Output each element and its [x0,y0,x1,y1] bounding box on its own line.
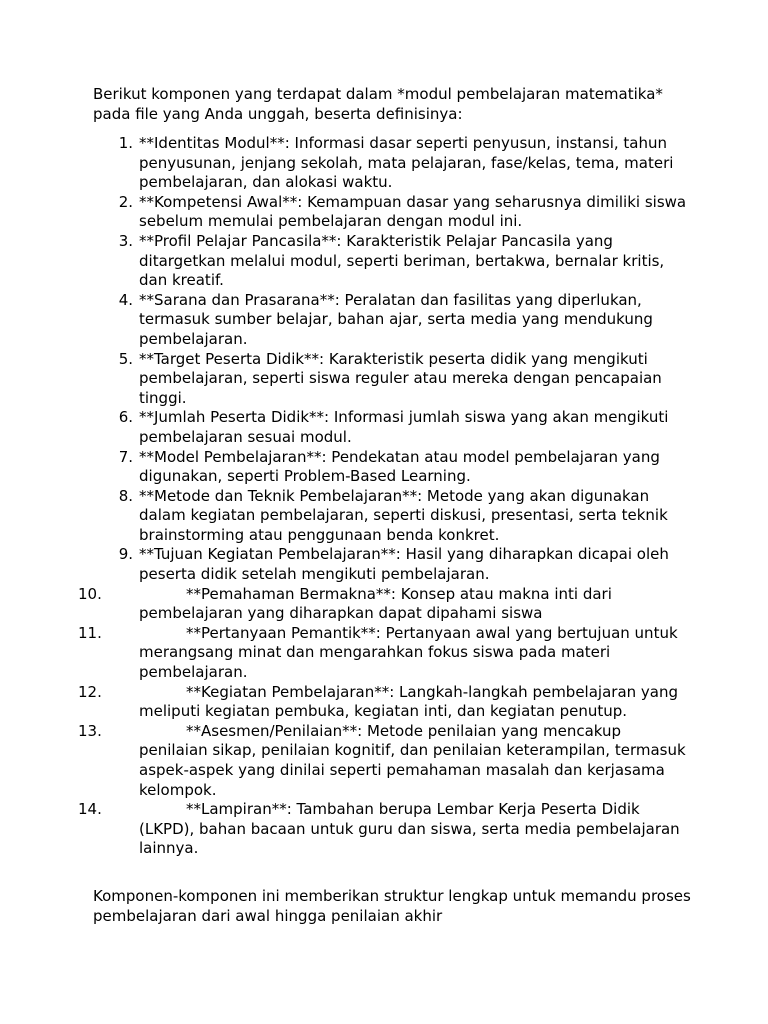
list-item [78,721,693,800]
list-item [93,448,693,487]
list-item-body [139,683,693,722]
list-item [78,584,693,624]
intro-paragraph: Berikut komponen yang terdapat dalam *modul pembelajaran matematika* pada file yang Anda unggah, beserta definisinya: [93,85,663,123]
list-item-number: 5. [118,349,133,368]
list-item-number: 6. [118,408,133,427]
list-item-text: **Asesmen/Penilaian**: Metode penilaian yang mencakup penilaian sikap, penilaian kognitif, dan penilaian keterampilan, termasuk aspek-aspek yang dinilai seperti pemahaman masalah dan kerjasama kelompok. [139,721,686,799]
list-item [93,134,693,193]
list-item-text: **Pertanyaan Pemantik**: Pertanyaan awal yang bertujuan untuk merangsang minat dan mengarahkan fokus siswa pada materi pembelajaran. [139,623,678,682]
list-item [78,623,693,683]
list-item-number: 12. [78,682,102,701]
list-item-number: 7. [118,447,133,466]
list-item-text: **Kompetensi Awal**: Kemampuan dasar yang seharusnya dimiliki siswa sebelum memulai pembelajaran dengan modul ini. [139,192,687,231]
list-item-number: 2. [118,192,133,211]
list-item-text: **Lampiran**: Tambahan berupa Lembar Kerja Peserta Didik (LKPD), bahan bacaan untuk guru dan siswa, serta media pembelajaran lainnya. [139,800,680,858]
list-item [93,193,693,232]
list-item-text: **Profil Pelajar Pancasila**: Karakteristik Pelajar Pancasila yang ditargetkan melalui modul, seperti beriman, bertakwa, bernalar kritis, dan kreatif. [139,231,665,290]
list-item-body [139,585,693,624]
list-item-text: **Tujuan Kegiatan Pembelajaran**: Hasil yang diharapkan dicapai oleh peserta didik setelah mengikuti pembelajaran. [139,545,669,584]
list-item [93,291,693,350]
list-item [93,408,693,447]
list-item-number: 9. [118,545,133,564]
list-item-text: **Model Pembelajaran**: Pendekatan atau model pembelajaran yang digunakan, seperti Problem-Based Learning. [139,447,660,486]
list-item-text: **Metode dan Teknik Pembelajaran**: Metode yang akan digunakan dalam kegiatan pembelajaran, seperti diskusi, presentasi, serta teknik brainstorming atau penggunaan benda konkret. [139,486,668,544]
list-item [93,350,693,409]
list-item-body [139,722,693,800]
closing-paragraph: Komponen-komponen ini memberikan struktur lengkap untuk memandu proses pembelajaran dari awal hingga penilaian akhir [93,887,691,925]
list-item-number: 1. [118,134,133,152]
list-item [93,487,693,546]
list-item [78,800,693,859]
list-item-number: 3. [118,231,133,250]
list-item-text: **Identitas Modul**: Informasi dasar seperti penyusun, instansi, tahun penyusunan, jenjang sekolah, mata pelajaran, fase/kelas, tema, materi pembelajaran, dan alokasi waktu. [139,134,674,192]
list-item [93,545,693,584]
list-item-text: **Target Peserta Didik**: Karakteristik peserta didik yang mengikuti pembelajaran, seperti siswa reguler atau mereka dengan pencapaian tinggi. [139,349,662,407]
list-item-body [139,624,693,683]
list-item [78,682,693,722]
list-item-number: 8. [118,486,133,505]
component-list [78,134,693,859]
list-item [93,232,693,291]
list-item-text: **Jumlah Peserta Didik**: Informasi jumlah siswa yang akan mengikuti pembelajaran sesuai modul. [139,408,669,446]
list-item-number: 10. [78,584,102,603]
list-item-number: 11. [78,623,102,642]
list-item-body [139,800,693,859]
list-item-number: 13. [78,721,102,740]
list-item-number: 14. [78,800,102,819]
list-item-text: **Kegiatan Pembelajaran**: Langkah-langkah pembelajaran yang meliputi kegiatan pembuka, kegiatan inti, dan kegiatan penutup. [139,682,679,721]
list-item-text: **Pemahaman Bermakna**: Konsep atau makna inti dari pembelajaran yang diharapkan dapat dipahami siswa [139,584,612,623]
list-item-text: **Sarana dan Prasarana**: Peralatan dan fasilitas yang diperlukan, termasuk sumber belajar, bahan ajar, serta media yang mendukung pembelajaran. [139,290,653,348]
list-item-number: 4. [118,290,133,309]
